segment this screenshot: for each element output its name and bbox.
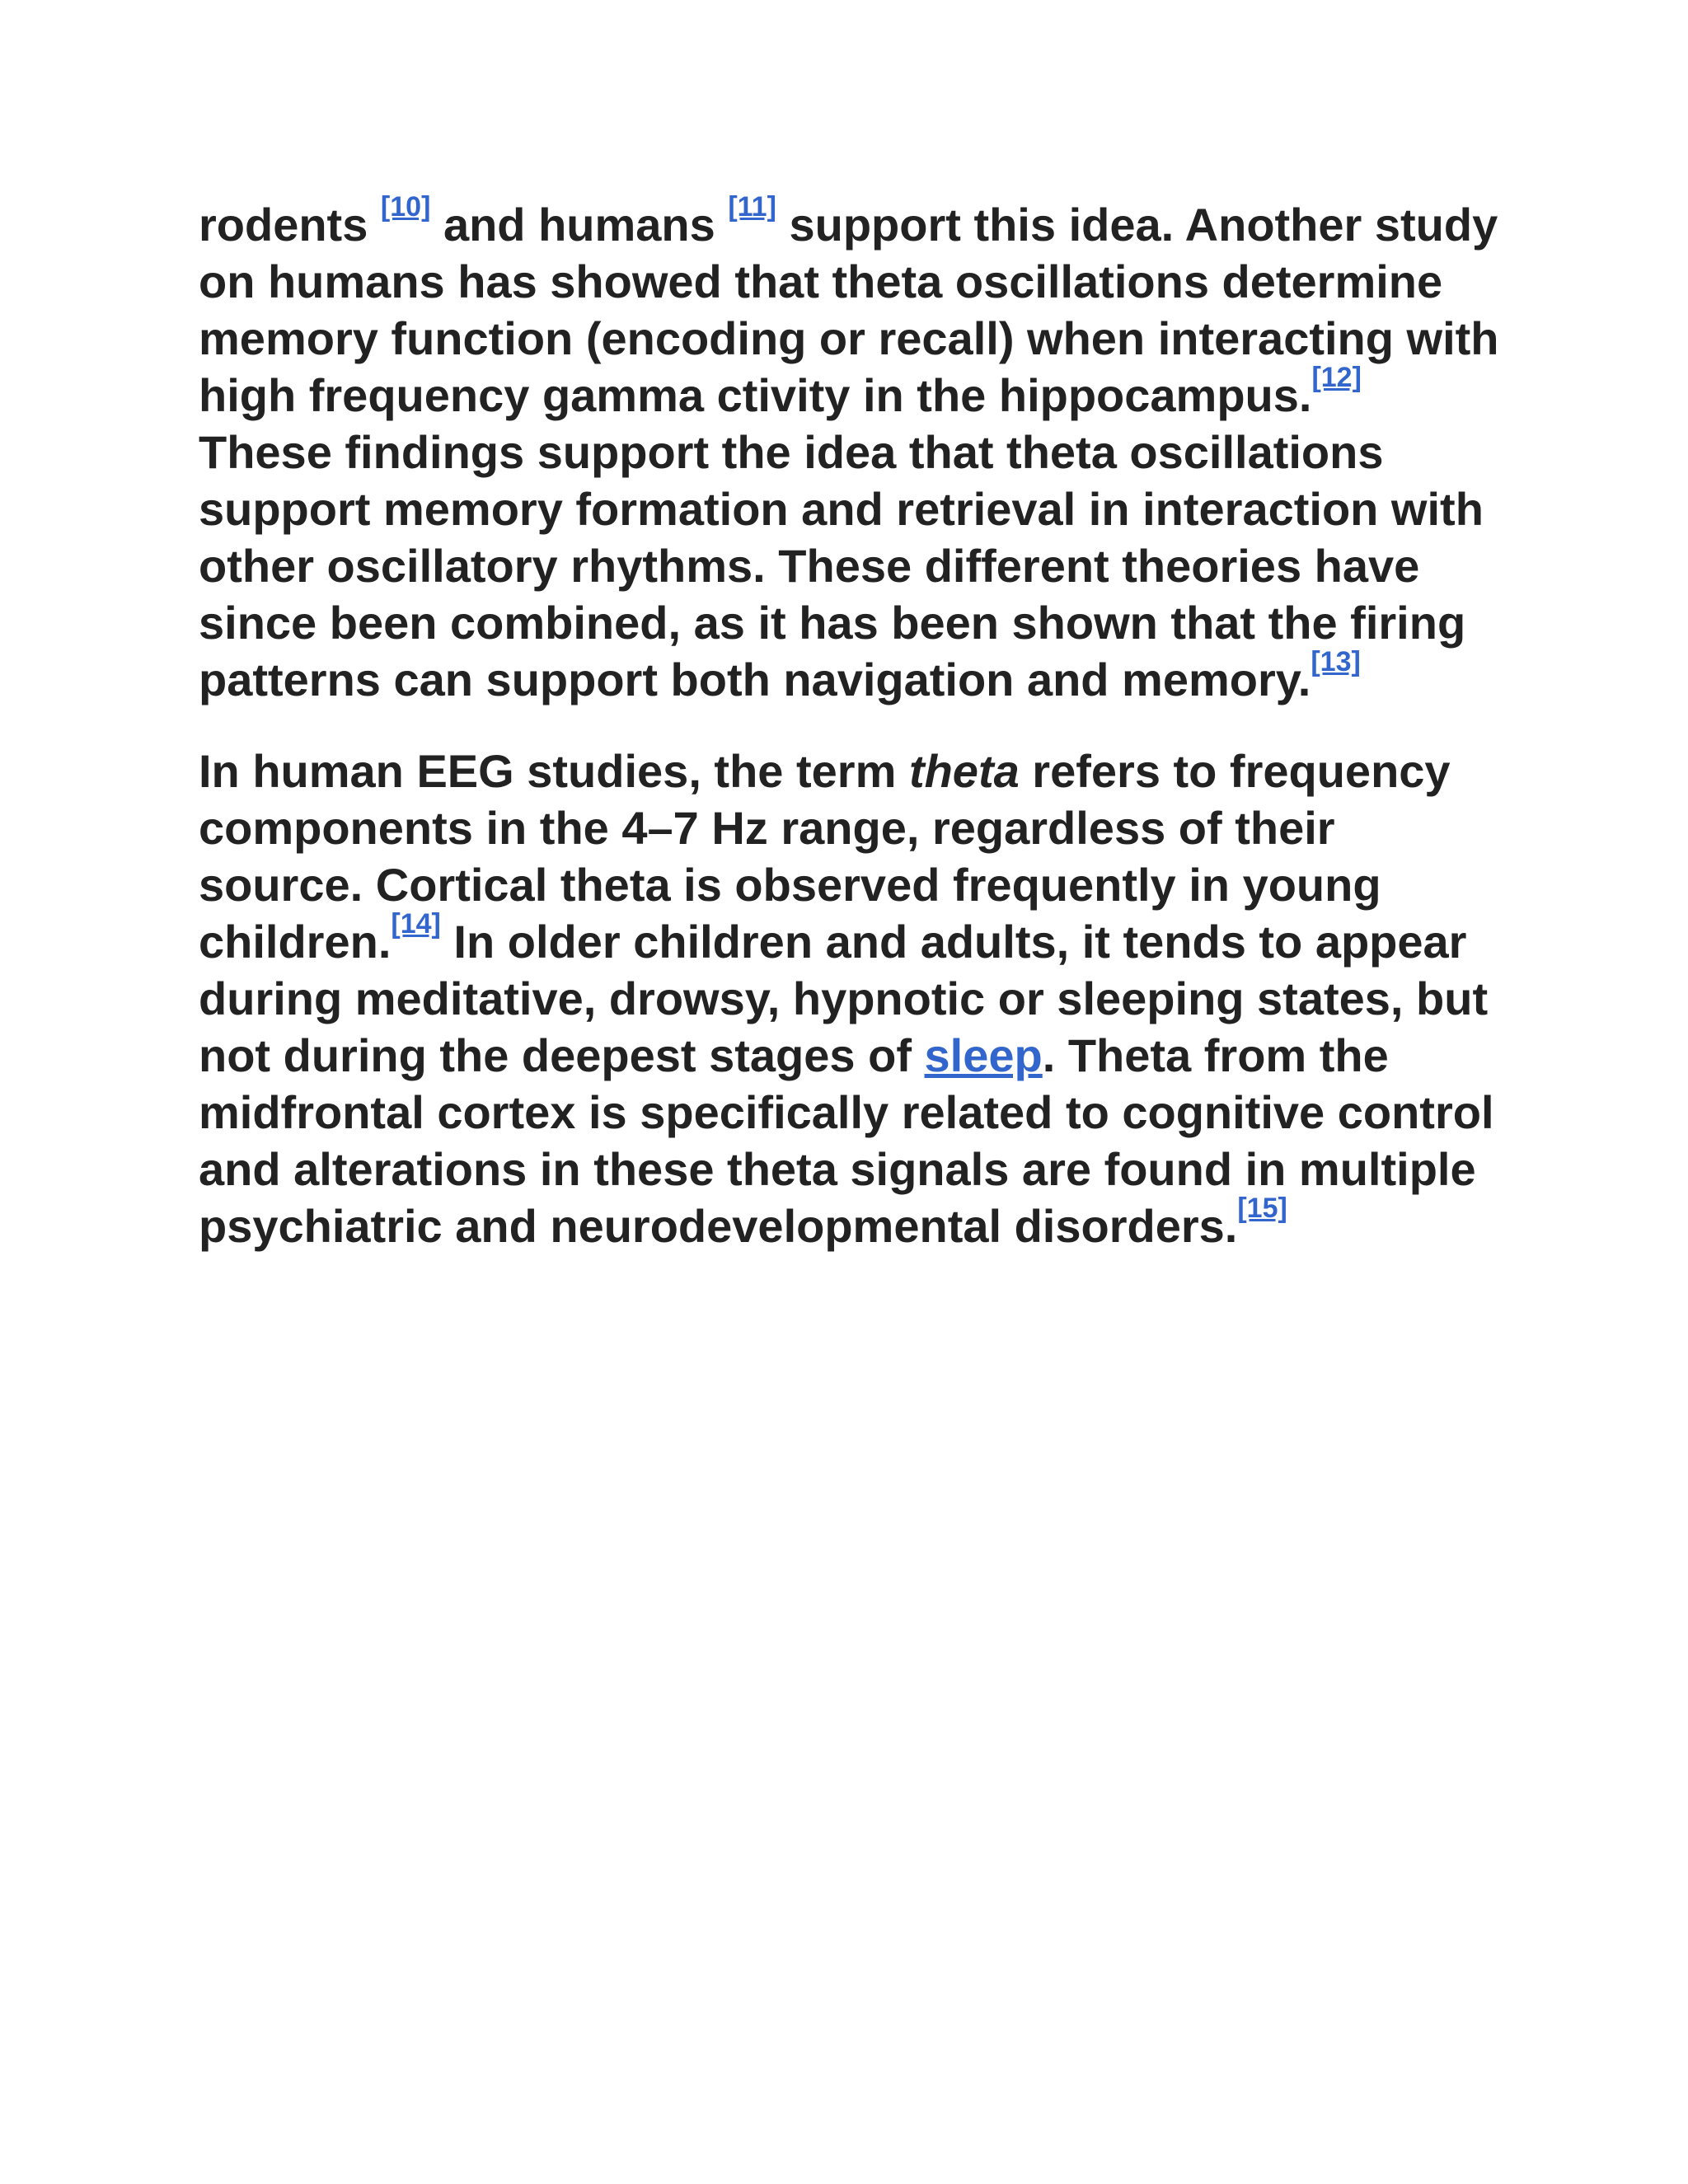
text-segment: . Theta from the midfrontal cortex is specifically related to cognitive control and alterations in these theta signals are found in multiple psychiatric and neurodevelopmental disorders. [199, 1029, 1494, 1252]
citation-link-13[interactable]: [13] [1311, 646, 1361, 677]
sleep-link[interactable]: sleep [924, 1029, 1043, 1081]
text-segment: support this idea. Another study on humans has showed that theta oscillations determine memory function (encoding or recall) when interacting with high frequency gamma ctivity in the hippocampus. [199, 199, 1499, 421]
text-segment: In human EEG studies, the term [199, 745, 909, 797]
text-segment: refers to frequency components in the 4–7 Hz range, regardless of their source. Cortical theta is observed frequently in young children. [199, 745, 1451, 968]
text-segment: rodents [199, 199, 381, 251]
paragraph-human-eeg [199, 743, 1501, 1254]
citation-link-10[interactable]: [10] [380, 191, 431, 223]
citation-link-12[interactable]: [12] [1311, 362, 1362, 393]
citation-link-11[interactable]: [11] [728, 191, 776, 223]
text-segment: In older children and adults, it tends to appear during meditative, drowsy, hypnotic or sleeping states, but not during the deepest stages of [199, 916, 1489, 1081]
citation-link-15[interactable]: [15] [1237, 1193, 1287, 1224]
paragraph-theta-memory [199, 191, 1501, 708]
text-segment: These findings support the idea that theta oscillations support memory formation and retrieval in interaction with other oscillatory rhythms. These different theories have since been combined, as it has been shown that the firing patterns can support both navigation and memory. [199, 426, 1484, 705]
citation-link-14[interactable]: [14] [391, 908, 441, 940]
text-segment: and humans [430, 199, 729, 251]
emphasis-theta: theta [908, 745, 1020, 797]
document-page [199, 191, 1501, 1254]
